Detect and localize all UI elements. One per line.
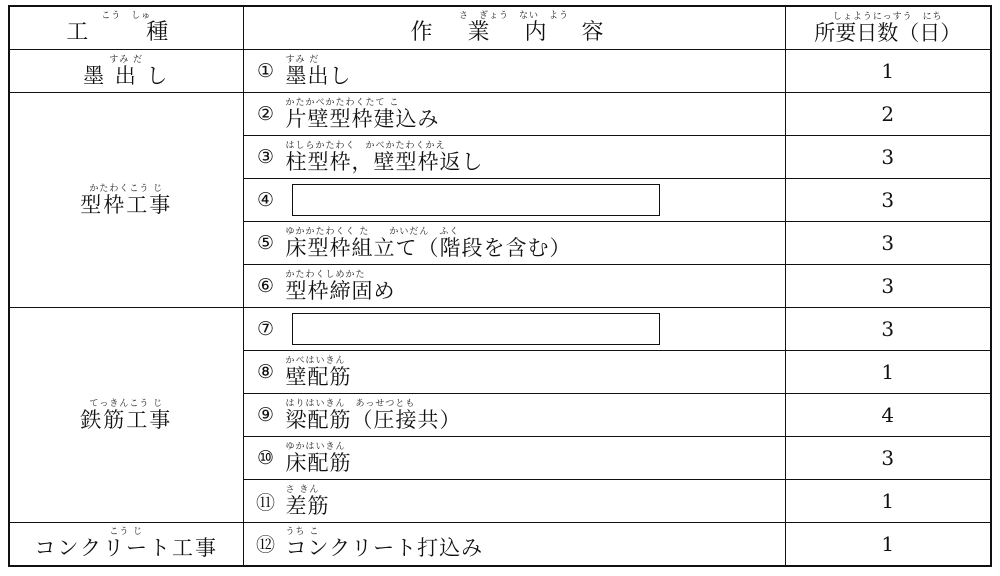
days-cell	[785, 308, 991, 351]
step-number: ⑤	[256, 232, 275, 254]
days-cell	[785, 136, 991, 179]
task-label: 床型枠組立て（階段を含む）	[285, 235, 572, 260]
work-cell	[243, 480, 785, 523]
answer-input-box[interactable]	[292, 313, 660, 345]
work-schedule-table	[8, 5, 992, 567]
days-value: 3	[881, 274, 895, 298]
work-cell	[243, 136, 785, 179]
trade-cell-marking	[9, 50, 243, 93]
answer-input-box[interactable]	[292, 184, 660, 216]
trade-cell-formwork	[9, 93, 243, 308]
task-label: 床配筋	[285, 450, 352, 475]
days-value: 3	[881, 446, 895, 470]
work-cell	[243, 394, 785, 437]
task-label: コンクリート打込み	[285, 536, 484, 561]
trade-cell-rebar	[9, 308, 243, 523]
table-row	[9, 523, 991, 566]
table-row	[9, 50, 991, 93]
task-furigana: さ きん	[285, 484, 320, 495]
days-value: 1	[881, 59, 895, 83]
task-furigana: はりはいきん あっせつとも	[285, 398, 416, 409]
step-number: ⑪	[255, 491, 275, 514]
days-value: 3	[881, 231, 895, 255]
days-cell	[785, 480, 991, 523]
step-number: ①	[256, 60, 275, 82]
trade-furigana: すみ だ	[109, 54, 144, 65]
step-number: ⑥	[256, 275, 275, 297]
task-label: 墨出し	[285, 63, 352, 88]
days-cell	[785, 265, 991, 308]
table-row	[9, 308, 991, 351]
header-work-label: 作 業 内 容	[410, 20, 618, 45]
days-cell	[785, 179, 991, 222]
work-cell	[243, 93, 785, 136]
header-row	[9, 6, 991, 50]
task-furigana: はしらかたわく かべかたわくかえ	[285, 140, 446, 151]
days-value: 3	[881, 317, 895, 341]
work-cell	[243, 523, 785, 566]
days-cell	[785, 50, 991, 93]
task-label: 壁配筋	[285, 364, 352, 389]
task-label: 柱型枠，壁型枠返し	[285, 149, 484, 174]
header-trade	[9, 6, 243, 50]
work-cell	[243, 308, 785, 351]
step-number: ④	[256, 189, 275, 211]
days-value: 3	[881, 145, 895, 169]
header-work-furigana: さ ぎょう ない よう	[458, 11, 569, 21]
work-cell	[243, 265, 785, 308]
work-cell	[243, 351, 785, 394]
days-cell	[785, 394, 991, 437]
work-cell	[243, 222, 785, 265]
trade-label: 墨 出 し	[83, 63, 170, 88]
task-label: 梁配筋（圧接共）	[285, 407, 462, 432]
task-furigana: かべはいきん	[285, 355, 346, 366]
trade-cell-concrete	[9, 523, 243, 566]
task-label: 差筋	[285, 493, 330, 518]
days-value: 4	[881, 403, 895, 427]
trade-label: 鉄筋工事	[80, 407, 173, 432]
step-number: ⑩	[256, 447, 275, 469]
days-value: 2	[881, 102, 895, 126]
trade-label: コンクリート工事	[34, 536, 219, 561]
step-number: ⑫	[255, 534, 275, 557]
task-furigana: かたかべかたわくたて こ	[285, 97, 400, 108]
days-cell	[785, 523, 991, 566]
task-furigana: ゆかかたわくく た かいだん ふく	[285, 226, 460, 237]
trade-furigana: こう じ	[109, 527, 144, 538]
trade-label: 型枠工事	[80, 192, 173, 217]
header-work	[243, 6, 785, 50]
header-days	[785, 6, 991, 50]
task-furigana: すみ だ	[285, 54, 320, 65]
table-row	[9, 93, 991, 136]
work-cell	[243, 179, 785, 222]
step-number: ⑧	[256, 361, 275, 383]
task-furigana: うち こ	[285, 527, 320, 538]
days-cell	[785, 437, 991, 480]
days-value: 1	[881, 489, 895, 513]
header-trade-furigana: こう しゅ	[101, 11, 152, 21]
days-value: 3	[881, 188, 895, 212]
days-value: 1	[881, 531, 895, 556]
header-days-furigana: しょようにっすう にち	[832, 11, 943, 22]
step-number: ⑨	[256, 404, 275, 426]
work-cell	[243, 50, 785, 93]
step-number: ②	[256, 103, 275, 125]
days-cell	[785, 93, 991, 136]
days-cell	[785, 222, 991, 265]
task-furigana: かたわくしめかた	[285, 269, 366, 280]
step-number: ③	[256, 146, 275, 168]
task-label: 型枠締固め	[285, 278, 396, 303]
step-number: ⑦	[256, 318, 275, 340]
days-cell	[785, 351, 991, 394]
trade-furigana: てっきんこう じ	[89, 398, 164, 409]
days-value: 1	[881, 360, 895, 384]
header-trade-label: 工 種	[66, 20, 187, 45]
work-cell	[243, 437, 785, 480]
trade-furigana: かたわくこう じ	[89, 183, 164, 194]
task-furigana: ゆかはいきん	[285, 441, 346, 452]
task-label: 片壁型枠建込み	[285, 106, 440, 131]
header-days-label: 所要日数（日）	[814, 20, 962, 45]
